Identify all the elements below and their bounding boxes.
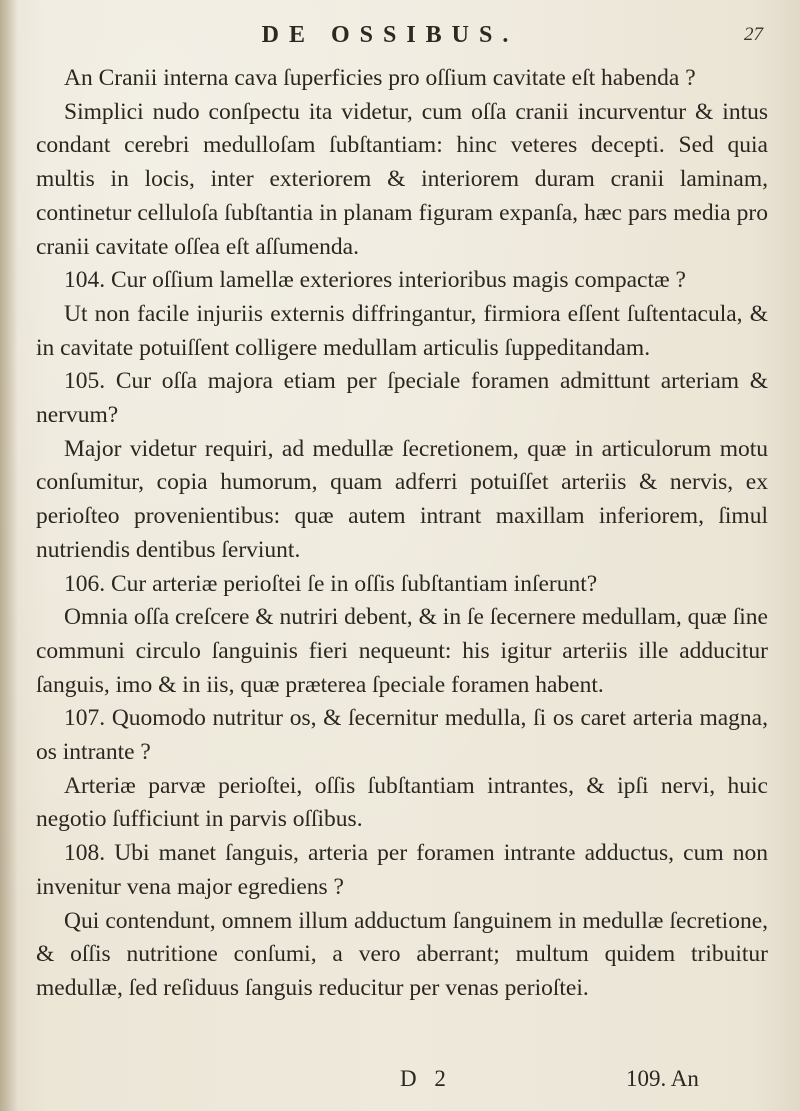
question-104: 104. Cur oſſium lamellæ exteriores interioribus magis compactæ ?: [64, 267, 686, 294]
answer-104: Ut non facile injuriis externis diffringantur, firmiora eſſent ſuſtentacula, & in cavitate potuiſſent colligere medullam articulis ſuppeditandam.: [36, 300, 768, 361]
question-103: An Cranii interna cava ſuperficies pro oſſium cavitate eſt habenda ?: [64, 65, 696, 91]
question-107: 107. Quomodo nutritur os, & ſecernitur medulla, ſi os caret arteria magna, os intrante ?: [36, 705, 768, 766]
page-number: 27: [744, 24, 763, 45]
running-title: DE OSSIBUS.: [261, 22, 519, 48]
answer-108: Qui contendunt, omnem illum adductum ſanguinem in medullæ ſecretione, & oſſis nutritione conſumi, a vero aberrant; multum quidem tribuitur medullæ, ſed reſiduus ſanguis reducitur per venas perioſtei.: [36, 907, 768, 1001]
page-gutter-shadow: [0, 0, 18, 1111]
answer-106: Omnia oſſa creſcere & nutriri debent, & in ſe ſecernere medullam, quæ ſine communi circulo ſanguinis fieri nequeunt: his igitur arteriis ille adducitur ſanguis, imo & in iis, quæ præterea ſpeciale foramen habent.: [36, 604, 768, 698]
question-106: 106. Cur arteriæ perioſtei ſe in oſſis ſubſtantiam inſerunt?: [64, 570, 598, 597]
answer-107: Arteriæ parvæ perioſtei, oſſis ſubſtantiam intrantes, & ipſi nervi, huic negotio ſufficiunt in parvis oſſibus.: [36, 772, 768, 833]
catchword: 109. An: [626, 1066, 699, 1091]
question-108: 108. Ubi manet ſanguis, arteria per foramen intrante adductus, cum non invenitur vena major egrediens ?: [36, 840, 768, 900]
page-footer: [0, 1066, 800, 1100]
answer-105: Major videtur requiri, ad medullæ ſecretionem, quæ in articulorum motu conſumitur, copia humorum, quam adferri potuiſſet arteriis & nervis, ex perioſteo provenientibus: quæ autem intrant maxillam inferiorem, ſimul nutriendis dentibus ſerviunt.: [36, 435, 768, 563]
body-text: [36, 62, 768, 1006]
answer-103: Simplici nudo conſpectu ita videtur, cum oſſa cranii incurventur & intus condant cerebri medulloſam ſubſtantiam: hinc veteres decepti. Sed quia multis in locis, inter exteriorem & interiorem duram cranii laminam, continetur celluloſa ſubſtantia in planam figuram expanſa, hæc pars media pro cranii cavitate oſſea eſt aſſumenda.: [36, 98, 768, 260]
question-105: 105. Cur oſſa majora etiam per ſpeciale foramen admittunt arteriam & nervum?: [36, 368, 768, 429]
signature-mark: D 2: [400, 1066, 452, 1091]
